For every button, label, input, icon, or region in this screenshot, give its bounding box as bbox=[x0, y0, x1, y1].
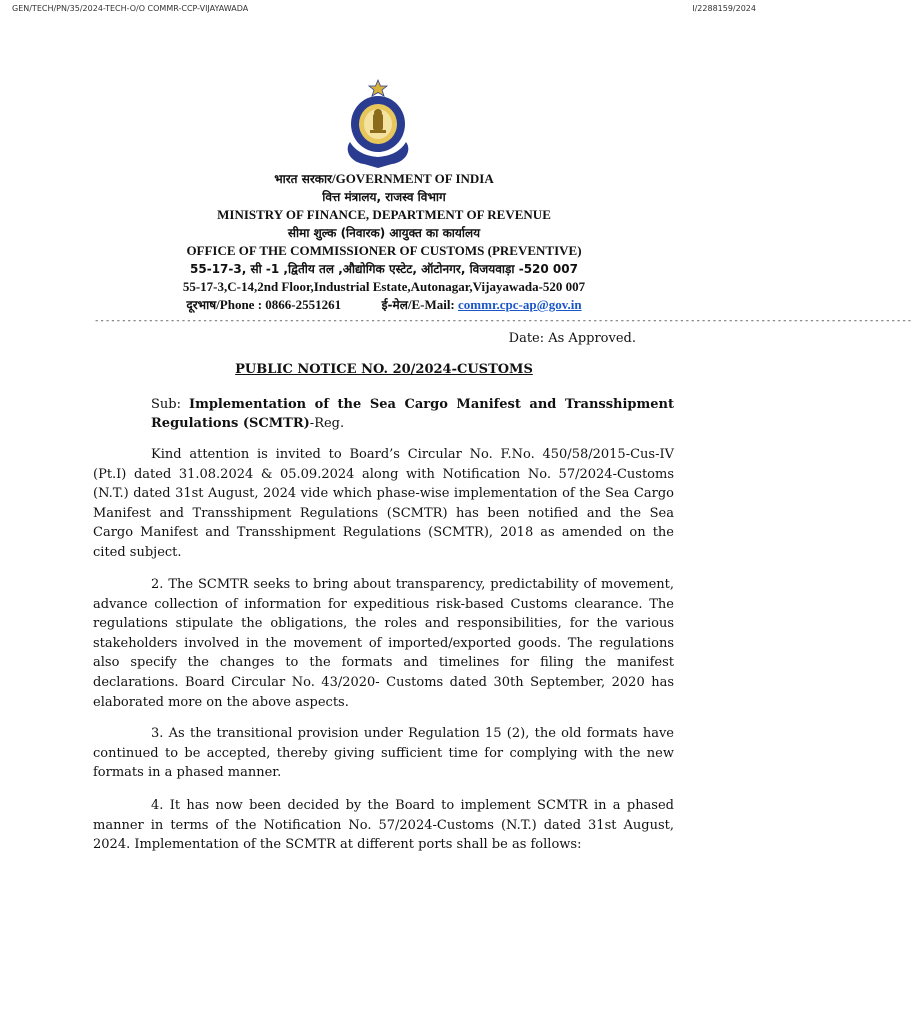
email-link[interactable]: commr.cpc-ap@gov.in bbox=[458, 297, 582, 312]
document-number: I/2288159/2024 bbox=[692, 4, 756, 13]
subject-line bbox=[151, 395, 674, 433]
file-reference: GEN/TECH/PN/35/2024-TECH-O/O COMMR-CCP-VIJAYAWADA bbox=[12, 4, 249, 13]
header-line-ministry: MINISTRY OF FINANCE, DEPARTMENT OF REVENUE bbox=[217, 207, 551, 222]
subject-label: Sub: bbox=[151, 397, 181, 412]
paragraph-1: Kind attention is invited to Board’s Circular No. F.No. 450/58/2015-Cus-IV (Pt.I) dated 31.08.2024 & 05.09.2024 along with Notification No. 57/2024-Customs (N.T.) dated 31st August, 2024 vide which phase-wise implementation of the Sea Cargo Manifest and Transshipment Regulations (SCMTR) has been notified and the Sea Cargo Manifest and Transshipment Regulations (SCMTR), 2018 as amended on the cited subject. bbox=[93, 447, 674, 560]
header-divider: ------------------------------------------------------------------------------------------------------------------------------------------------------- bbox=[94, 316, 912, 326]
document-id-bar bbox=[12, 4, 756, 16]
paragraph-4: 4. It has now been decided by the Board to implement SCMTR in a phased manner in terms of the Notification No. 57/2024-Customs (N.T.) dated 31st August, 2024. Implementation of the SCMTR at different ports shall be as follows: bbox=[93, 798, 674, 853]
customs-emblem-icon bbox=[340, 78, 416, 170]
header-line-office: OFFICE OF THE COMMISSIONER OF CUSTOMS (PREVENTIVE) bbox=[186, 243, 582, 258]
phone-number: 0866-2551261 bbox=[265, 297, 342, 312]
header-address: 55-17-3,C-14,2nd Floor,Industrial Estate,Autonagar,Vijayawada-520 007 bbox=[182, 279, 586, 294]
header-line-ministry-hindi: वित्त मंत्रालय, राजस्व विभाग bbox=[322, 190, 446, 204]
date-line: Date: As Approved. bbox=[508, 331, 636, 346]
header-line-office-hindi: सीमा शुल्क (निवारक) आयुक्त का कार्यालय bbox=[287, 226, 481, 240]
paragraph-2: 2. The SCMTR seeks to bring about transparency, predictability of movement, advance collection of information for expeditious risk-based Customs clearance. The regulations stipulate the obligations, the roles and responsibilities, for the various stakeholders involved in the movement of imported/exported goods. The regulations also specify the changes to the formats and timelines for filing the manifest declarations. Board Circular No. 43/2020- Customs dated 30th September, 2020 has elaborated more on the above aspects. bbox=[93, 577, 674, 710]
notice-title: PUBLIC NOTICE NO. 20/2024-CUSTOMS bbox=[235, 362, 533, 377]
subject-suffix: -Reg. bbox=[309, 416, 345, 431]
header-line-government: भारत सरकार/GOVERNMENT OF INDIA bbox=[274, 171, 494, 186]
paragraph-3: 3. As the transitional provision under Regulation 15 (2), the old formats have continued to be accepted, thereby giving sufficient time for complying with the new formats in a phased manner. bbox=[93, 726, 674, 781]
header-contact: दूरभाष/Phone : 0866-2551261 ई-मेल/E-Mail: commr.cpc-ap@gov.in bbox=[186, 297, 582, 312]
header-address-hindi: 55-17-3, सी -1 ,द्वितीय तल ,औद्योगिक एस्टेट, ऑटोनगर, विजयवाड़ा -520 007 bbox=[190, 262, 578, 276]
subject-text: Implementation of the Sea Cargo Manifest and Transshipment Regulations (SCMTR) bbox=[151, 397, 674, 431]
